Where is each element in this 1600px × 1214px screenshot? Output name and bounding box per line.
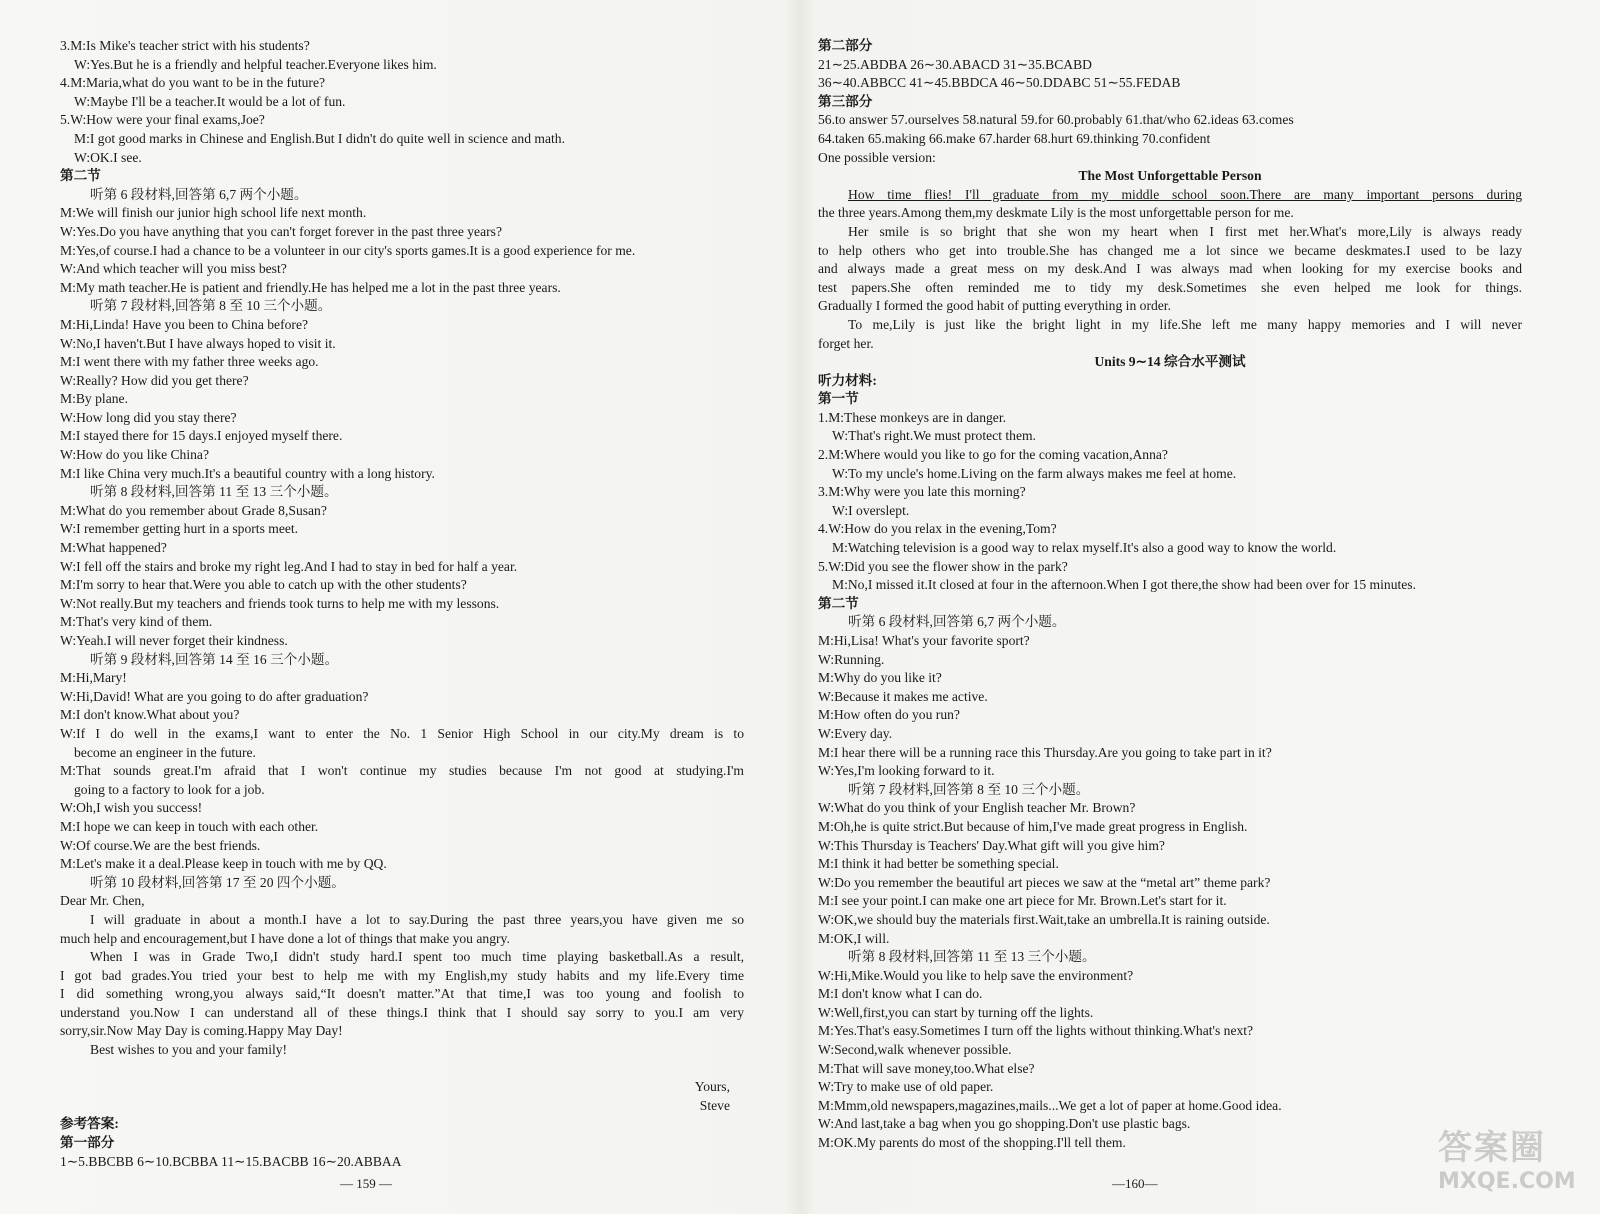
left-text-line: M:I got good marks in Chinese and English.But I didn't do quite well in science and math.	[74, 130, 565, 146]
left-text-line: W:OK.I see.	[74, 149, 142, 165]
right-text-line: M:I think it had better be something special.	[818, 856, 1059, 872]
left-page-column	[60, 37, 744, 1171]
right-text-line: 5.W:Did you see the flower show in the park?	[818, 558, 1068, 574]
right-text-line: M:Why do you like it?	[818, 670, 942, 686]
right-text-line: the three years.Among them,my deskmate Lily is the most unforgettable person for me.	[818, 205, 1294, 221]
left-text-line: M:Let's make it a deal.Please keep in touch with me by QQ.	[60, 856, 387, 872]
right-text-line: W:I overslept.	[832, 502, 910, 518]
right-text-line: W:This Thursday is Teachers' Day.What gift will you give him?	[818, 837, 1165, 853]
right-text-line: 2.M:Where would you like to go for the coming vacation,Anna?	[818, 447, 1168, 463]
left-text-line: 5.W:How were your final exams,Joe?	[60, 112, 265, 128]
right-text-line: 64.taken 65.making 66.make 67.harder 68.hurt 69.thinking 70.confident	[818, 130, 1211, 146]
right-text-line: 3.M:Why were you late this morning?	[818, 484, 1026, 500]
left-text-line: 听第 7 段材料,回答第 8 至 10 三个小题。	[90, 298, 332, 314]
left-text-line: 听第 8 段材料,回答第 11 至 13 三个小题。	[90, 484, 338, 500]
left-text-line: I did something wrong,you always said,“It doesn't matter.”At that time,I was too young and foolish to	[60, 986, 744, 1002]
right-text-line: W:Hi,Mike.Would you like to help save the environment?	[818, 967, 1134, 983]
left-text-line: M:That sounds great.I'm afraid that I won't continue my studies because I'm not good at studying.I'm	[60, 763, 744, 779]
left-text-line: W:How long did you stay there?	[60, 409, 237, 425]
left-text-line: understand you.Now I can understand all of these things.I think that I should say sorry to you.I am very	[60, 1004, 744, 1020]
left-text-line: M:I stayed there for 15 days.I enjoyed myself there.	[60, 428, 343, 444]
left-text-line: W:Maybe I'll be a teacher.It would be a lot of fun.	[74, 93, 346, 109]
right-text-line: M:How often do you run?	[818, 707, 960, 723]
right-text-line: M:I hear there will be a running race this Thursday.Are you going to take part in it?	[818, 744, 1272, 760]
right-text-line: W:Running.	[818, 651, 885, 667]
right-text-line: forget her.	[818, 335, 874, 351]
right-text-line: 36∼40.ABBCC 41∼45.BBDCA 46∼50.DDABC 51∼55.FEDAB	[818, 75, 1181, 91]
left-text-line: 第一部分	[60, 1135, 115, 1151]
right-text-line: M:Oh,he is quite strict.But because of him,I've made great progress in English.	[818, 818, 1248, 834]
right-text-line: W:Every day.	[818, 725, 893, 741]
left-text-line: I got bad grades.You tried your best to help me with my English,my study habits and my life.Every time	[60, 967, 744, 983]
right-text-line: W:OK,we should buy the materials first.Wait,take an umbrella.It is raining outside.	[818, 911, 1270, 927]
left-text-line: M:By plane.	[60, 391, 128, 407]
right-text-line: M:Hi,Lisa! What's your favorite sport?	[818, 633, 1030, 648]
left-text-line: W:Of course.We are the best friends.	[60, 837, 261, 853]
right-text-line: M:Mmm,old newspapers,magazines,mails...We get a lot of paper at home.Good idea.	[818, 1097, 1282, 1113]
right-text-line: 听第 6 段材料,回答第 6,7 两个小题。	[848, 614, 1066, 630]
right-text-line: M:That will save money,too.What else?	[818, 1060, 1035, 1076]
left-text-line: 听第 10 段材料,回答第 17 至 20 四个小题。	[90, 874, 345, 890]
left-text-line: W:Not really.But my teachers and friends took turns to help me with my lessons.	[60, 595, 500, 611]
left-text-line: Yours,	[694, 1079, 730, 1095]
left-text-line: M:I like China very much.It's a beautiful country with a long history.	[60, 465, 435, 481]
right-text-line: Her smile is so bright that she won my heart when I first met her.What's more,Lily is always ready	[848, 223, 1522, 239]
watermark-logo	[1438, 1120, 1588, 1200]
right-text-line: W:Yes,I'm looking forward to it.	[818, 763, 995, 779]
left-text-line: M:What happened?	[60, 540, 167, 556]
left-text-line: sorry,sir.Now May Day is coming.Happy May Day!	[60, 1023, 343, 1039]
left-text-line: M:What do you remember about Grade 8,Susan?	[60, 502, 327, 518]
left-text-line: M:My math teacher.He is patient and friendly.He has helped me a lot in the past three years.	[60, 279, 561, 295]
right-text-line: M:Watching television is a good way to relax myself.It's also a good way to know the world.	[832, 540, 1337, 556]
right-text-line: 第三部分	[818, 93, 873, 109]
left-text-line: 参考答案:	[60, 1116, 119, 1132]
right-text-line: 第二节	[818, 595, 859, 611]
left-text-line: W:I remember getting hurt in a sports meet.	[60, 521, 299, 537]
right-text-line: 听第 8 段材料,回答第 11 至 13 三个小题。	[848, 949, 1096, 965]
left-text-line: 听第 9 段材料,回答第 14 至 16 三个小题。	[90, 651, 339, 667]
right-text-line: W:Because it makes me active.	[818, 688, 988, 704]
left-text-line: 第二节	[60, 168, 101, 184]
right-text-line: W:That's right.We must protect them.	[832, 428, 1036, 444]
left-text-line: W:Hi,David! What are you going to do after graduation?	[60, 688, 369, 704]
left-text-line: I will graduate in about a month.I have a lot to say.During the past three years,you have given me so	[90, 911, 744, 927]
right-text-line: 1.M:These monkeys are in danger.	[818, 409, 1006, 425]
left-text-line: W:Oh,I wish you success!	[60, 800, 203, 816]
left-text-line: W:No,I haven't.But I have always hoped to visit it.	[60, 335, 336, 351]
left-text-line: W:Yes.But he is a friendly and helpful teacher.Everyone likes him.	[74, 56, 437, 72]
right-text-line: 听第 7 段材料,回答第 8 至 10 三个小题。	[848, 781, 1090, 797]
left-text-line: M:Hi,Mary!	[60, 670, 127, 686]
left-text-line: M:We will finish our junior high school life next month.	[60, 205, 367, 221]
left-text-line: M:Yes,of course.I had a chance to be a volunteer in our city's sports games.It is a good experience for me.	[60, 242, 636, 258]
right-text-line: 21∼25.ABDBA 26∼30.ABACD 31∼35.BCABD	[818, 56, 1092, 72]
right-page-number: —160—	[1112, 1176, 1158, 1191]
left-text-line: M:I hope we can keep in touch with each other.	[60, 818, 319, 834]
right-text-line: M:OK,I will.	[818, 930, 890, 946]
left-text-line: When I was in Grade Two,I didn't study hard.I spent too much time playing basketball.As a result,	[90, 949, 744, 965]
left-text-line: Dear Mr. Chen,	[60, 893, 145, 909]
left-page-number: — 159 —	[340, 1176, 392, 1191]
right-text-line: and always made a great mess on my desk.And I was always mad when looking for my exercise books and	[818, 261, 1522, 277]
right-page-column	[818, 37, 1522, 1153]
right-text-line: The Most Unforgettable Person	[1078, 168, 1262, 184]
left-text-line: W:Really? How did you get there?	[60, 372, 249, 388]
right-text-line: 56.to answer 57.ourselves 58.natural 59.for 60.probably 61.that/who 62.ideas 63.comes	[818, 112, 1294, 128]
right-text-line: M:No,I missed it.It closed at four in the afternoon.When I got there,the show had been over for 15 minutes.	[832, 577, 1417, 593]
right-text-line: M:OK.My parents do most of the shopping.I'll tell them.	[818, 1135, 1126, 1151]
right-text-line: to help others who get into trouble.She has changed me a lot since we became deskmates.I used to be lazy	[818, 242, 1522, 258]
right-text-line: M:I don't know what I can do.	[818, 986, 983, 1002]
left-text-line: M:Hi,Linda! Have you been to China before?	[60, 316, 309, 332]
left-text-line: W:Yeah.I will never forget their kindness.	[60, 633, 288, 648]
right-text-line: test papers.She often reminded me to tidy my desk.Sometimes she even helped me look for things.	[818, 279, 1522, 295]
left-text-line: much help and encouragement,but I have done a lot of things that make you angry.	[60, 930, 510, 946]
right-text-line: W:Do you remember the beautiful art pieces we saw at the “metal art” theme park?	[818, 874, 1271, 890]
right-text-line: M:Yes.That's easy.Sometimes I turn off the lights without thinking.What's next?	[818, 1023, 1254, 1039]
right-text-line: 4.W:How do you relax in the evening,Tom?	[818, 521, 1057, 537]
left-text-line: 4.M:Maria,what do you want to be in the future?	[60, 75, 326, 91]
left-text-line: M:I don't know.What about you?	[60, 707, 240, 723]
left-text-line: 1∼5.BBCBB 6∼10.BCBBA 11∼15.BACBB 16∼20.ABBAA	[60, 1153, 402, 1169]
left-text-line: Best wishes to you and your family!	[90, 1042, 288, 1058]
right-text-line: 第一节	[818, 391, 859, 407]
left-text-line: M:I went there with my father three weeks ago.	[60, 354, 319, 370]
right-text-line: Gradually I formed the good habit of putting everything in order.	[818, 298, 1171, 314]
left-text-line: W:How do you like China?	[60, 447, 210, 463]
right-text-line: W:Second,walk whenever possible.	[818, 1042, 1012, 1058]
left-text-line: become an engineer in the future.	[74, 744, 256, 760]
watermark-top-text: 答案圈	[1438, 1128, 1546, 1168]
right-text-line: 第二部分	[818, 38, 873, 53]
left-text-line: Steve	[699, 1097, 730, 1113]
right-text-line: To me,Lily is just like the bright light in my life.She left me many happy memories and I will never	[848, 316, 1522, 332]
right-text-line: W:And last,take a bag when you go shopping.Don't use plastic bags.	[818, 1116, 1191, 1132]
left-text-line: M:I'm sorry to hear that.Were you able to catch up with the other students?	[60, 577, 467, 593]
right-text-line: W:To my uncle's home.Living on the farm always makes me feel at home.	[832, 465, 1237, 481]
right-text-line: One possible version:	[818, 149, 936, 165]
left-text-line: W:If I do well in the exams,I want to enter the No. 1 Senior High School in our city.My dream is to	[60, 725, 744, 741]
right-text-line: W:What do you think of your English teacher Mr. Brown?	[818, 800, 1136, 816]
watermark-bottom-text: MXQE.COM	[1438, 1169, 1576, 1194]
right-text-line: 听力材料:	[818, 372, 877, 388]
left-text-line	[60, 1060, 744, 1079]
left-text-line: W:Yes.Do you have anything that you can't forget forever in the past three years?	[60, 223, 502, 239]
right-text-line: W:Try to make use of old paper.	[818, 1079, 994, 1095]
left-text-line: W:I fell off the stairs and broke my right leg.And I had to stay in bed for half a year.	[60, 558, 518, 574]
left-text-line: 3.M:Is Mike's teacher strict with his students?	[60, 38, 310, 53]
left-text-line: going to a factory to look for a job.	[74, 781, 265, 797]
left-text-line: 听第 6 段材料,回答第 6,7 两个小题。	[90, 186, 308, 202]
right-text-line: Units 9∼14 综合水平测试	[1094, 354, 1246, 370]
right-text-line: How time flies! I'll graduate from my middle school soon.There are many important persons during	[848, 186, 1522, 202]
right-text-line: M:I see your point.I can make one art piece for Mr. Brown.Let's start for it.	[818, 893, 1227, 909]
left-text-line: M:That's very kind of them.	[60, 614, 213, 630]
right-text-line: W:Well,first,you can start by turning off the lights.	[818, 1004, 1094, 1020]
left-text-line: W:And which teacher will you miss best?	[60, 261, 287, 277]
